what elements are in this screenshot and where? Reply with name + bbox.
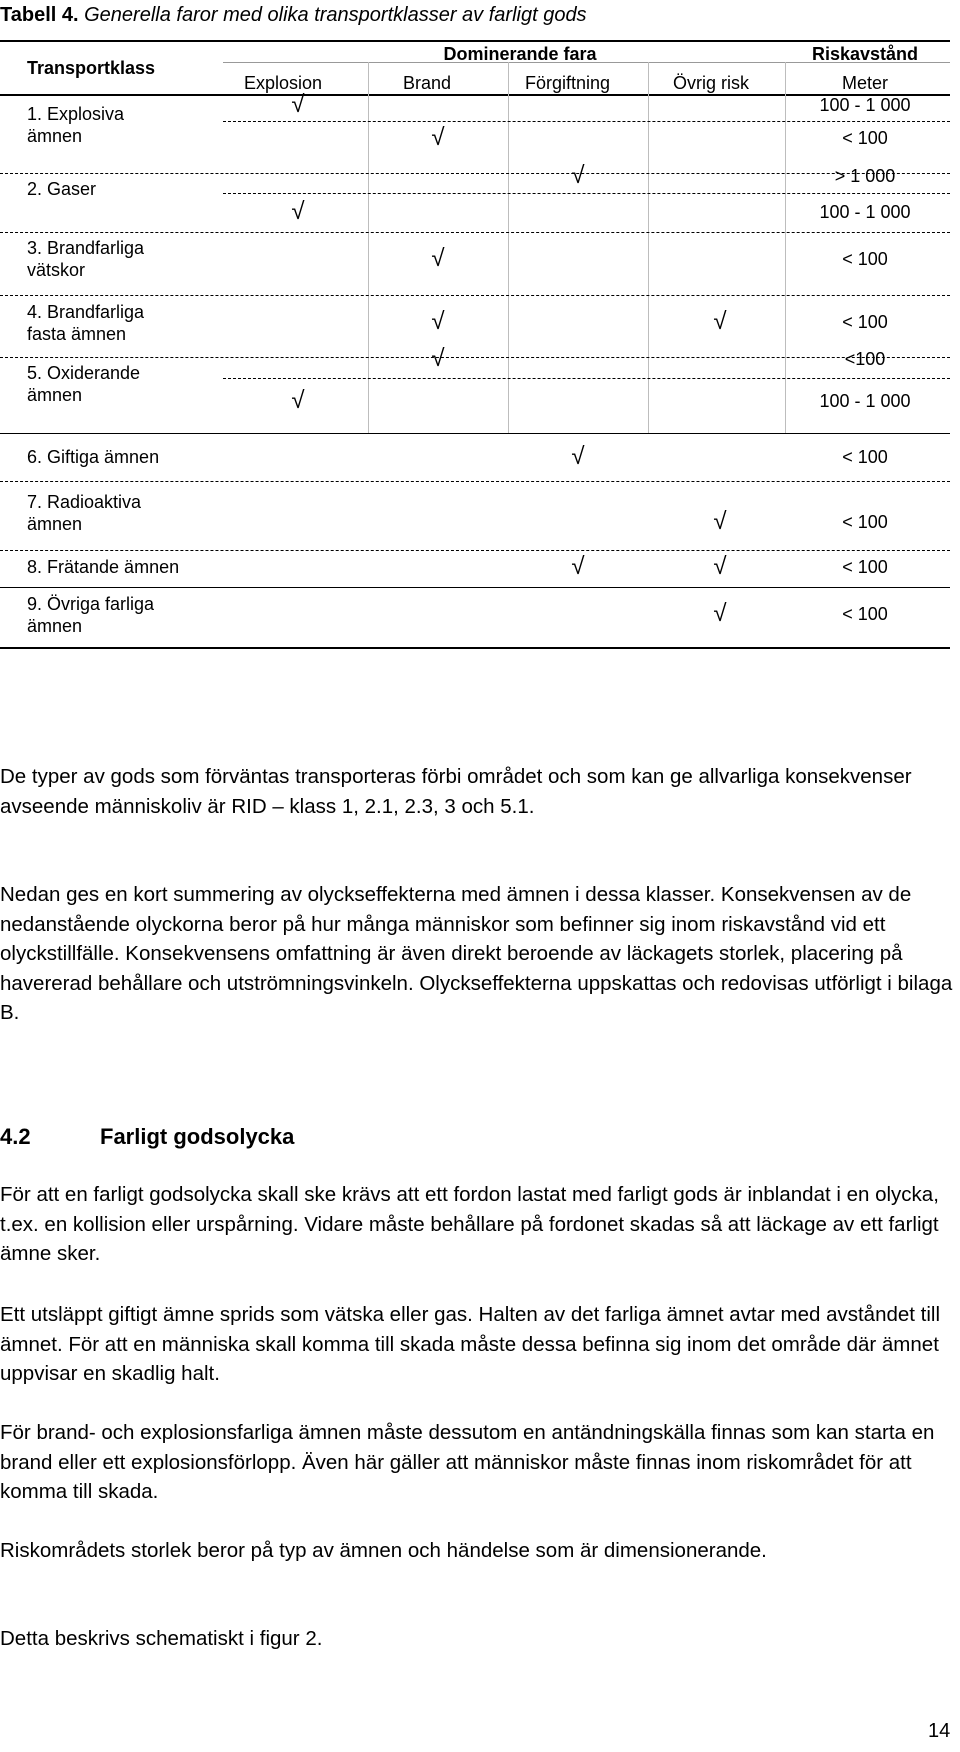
paragraph-summary: Nedan ges en kort summering av olyckseffekterna med ämnen i dessa klasser. Konsekvensen av de nedanstående olyckorna beror på hur många människor som befinner sig inom riskavstånd vid ett olyckstillfälle. Konsekvensens omfattning är även direkt beroende av läckagets storlek, placering på havererad behållare och utströmningsvinkeln. Olyckseffekterna uppskattas och redovisas utförligt i bilaga B. bbox=[0, 883, 953, 1024]
row-separator-rule bbox=[0, 550, 950, 551]
risk-distance-value: 100 - 1 000 bbox=[819, 202, 911, 222]
paragraph-ignition: För brand- och explosionsfarliga ämnen måste dessutom en antändningskälla finnas som kan starta en brand eller ett explosionsförlopp. Även här gäller att människor måste finnas inom riskområdet för att komma till skada. bbox=[0, 1421, 935, 1503]
hazard-check-mark: √ bbox=[713, 553, 727, 580]
header-poison: Förgiftning bbox=[525, 73, 611, 93]
risk-distance-value: < 100 bbox=[842, 604, 888, 624]
header-other-risk: Övrig risk bbox=[673, 73, 749, 93]
hazard-check-mark: √ bbox=[291, 198, 305, 225]
hazard-check-mark: √ bbox=[431, 345, 445, 372]
hazard-check-mark: √ bbox=[431, 124, 445, 151]
paragraph-figure-ref: Detta beskrivs schematiskt i figur 2. bbox=[0, 1627, 323, 1650]
hazard-check-mark: √ bbox=[713, 508, 727, 535]
paragraph-toxic-spread: Ett utsläppt giftigt ämne sprids som vätska eller gas. Halten av det farliga ämnet avtar med avståndet till ämnet. För att en människa skall komma till skada måste dessa befinna sig inom det område där ämnet uppvisar en skadlig halt. bbox=[0, 1303, 941, 1385]
hazard-check-mark: √ bbox=[571, 553, 585, 580]
risk-distance-value: <100 bbox=[844, 349, 886, 369]
header-fire: Brand bbox=[403, 73, 452, 93]
subrow-dashed-rule bbox=[223, 193, 950, 194]
row-separator-rule bbox=[0, 481, 950, 482]
risk-distance-value: < 100 bbox=[842, 249, 888, 269]
section-number: 4.2 bbox=[0, 1124, 31, 1149]
hazard-check-mark: √ bbox=[291, 91, 305, 118]
header-explosion: Explosion bbox=[244, 73, 323, 93]
transport-class-label: 5. Oxiderande ämnen bbox=[27, 363, 141, 405]
header-unit: Meter bbox=[841, 73, 888, 93]
risk-distance-value: > 1 000 bbox=[834, 166, 896, 186]
risk-distance-value: < 100 bbox=[842, 128, 888, 148]
subrow-dashed-rule bbox=[223, 121, 950, 122]
row-separator-rule bbox=[0, 232, 950, 233]
header-dominant-hazard: Dominerande fara bbox=[443, 44, 597, 64]
hazard-check-mark: √ bbox=[431, 245, 445, 272]
hazard-check-mark: √ bbox=[571, 443, 585, 470]
transport-class-label: 9. Övriga farliga ämnen bbox=[27, 594, 155, 636]
risk-distance-value: 100 - 1 000 bbox=[819, 391, 911, 411]
risk-distance-value: < 100 bbox=[842, 312, 888, 332]
risk-distance-value: < 100 bbox=[842, 512, 888, 532]
hazard-check-mark: √ bbox=[713, 600, 727, 627]
hazard-check-mark: √ bbox=[713, 308, 727, 335]
transport-class-label: 8. Frätande ämnen bbox=[27, 557, 180, 577]
table-bottom-rule bbox=[0, 647, 950, 649]
hazard-check-mark: √ bbox=[571, 162, 585, 189]
paragraph-risk-area: Riskområdets storlek beror på typ av ämnen och händelse som är dimensionerande. bbox=[0, 1539, 767, 1562]
table-caption bbox=[0, 4, 587, 27]
section-title: Farligt godsolycka bbox=[100, 1124, 295, 1149]
table-caption-text: Generella faror med olika transportklasser av farligt gods bbox=[84, 4, 587, 26]
table-caption-label: Tabell 4. bbox=[0, 4, 79, 26]
hazard-check-mark: √ bbox=[291, 387, 305, 414]
transport-class-label: 3. Brandfarliga vätskor bbox=[27, 238, 145, 280]
row-separator-rule bbox=[0, 433, 950, 434]
hazard-check-mark: √ bbox=[431, 308, 445, 335]
risk-distance-value: 100 - 1 000 bbox=[819, 95, 911, 115]
transport-class-label: 4. Brandfarliga fasta ämnen bbox=[27, 302, 145, 344]
header-transport-class: Transportklass bbox=[27, 58, 156, 78]
transport-class-label: 2. Gaser bbox=[27, 179, 97, 199]
row-separator-rule bbox=[0, 295, 950, 296]
risk-distance-value: < 100 bbox=[842, 557, 888, 577]
paragraph-accident-condition: För att en farligt godsolycka skall ske krävs att ett fordon lastat med farligt gods är inblandat i en olycka, t.ex. en kollision eller urspårning. Vidare måste behållare på fordonet skadas så att läckage av ett farligt ämne sker. bbox=[0, 1183, 939, 1265]
transport-class-label: 1. Explosiva ämnen bbox=[27, 104, 125, 146]
table-top-rule bbox=[0, 40, 950, 42]
transport-class-label: 6. Giftiga ämnen bbox=[27, 447, 160, 467]
risk-distance-value: < 100 bbox=[842, 447, 888, 467]
paragraph-rid-classes: De typer av gods som förväntas transporteras förbi området och som kan ge allvarliga konsekvenser avseende människoliv är RID – klass 1, 2.1, 2.3, 3 och 5.1. bbox=[0, 765, 912, 818]
header-risk-distance: Riskavstånd bbox=[811, 44, 919, 64]
row-separator-rule bbox=[0, 587, 950, 588]
hazard-table bbox=[0, 40, 960, 726]
page-number: 14 bbox=[928, 1720, 951, 1742]
subrow-dashed-rule bbox=[223, 378, 950, 379]
transport-class-label: 7. Radioaktiva ämnen bbox=[27, 492, 142, 534]
